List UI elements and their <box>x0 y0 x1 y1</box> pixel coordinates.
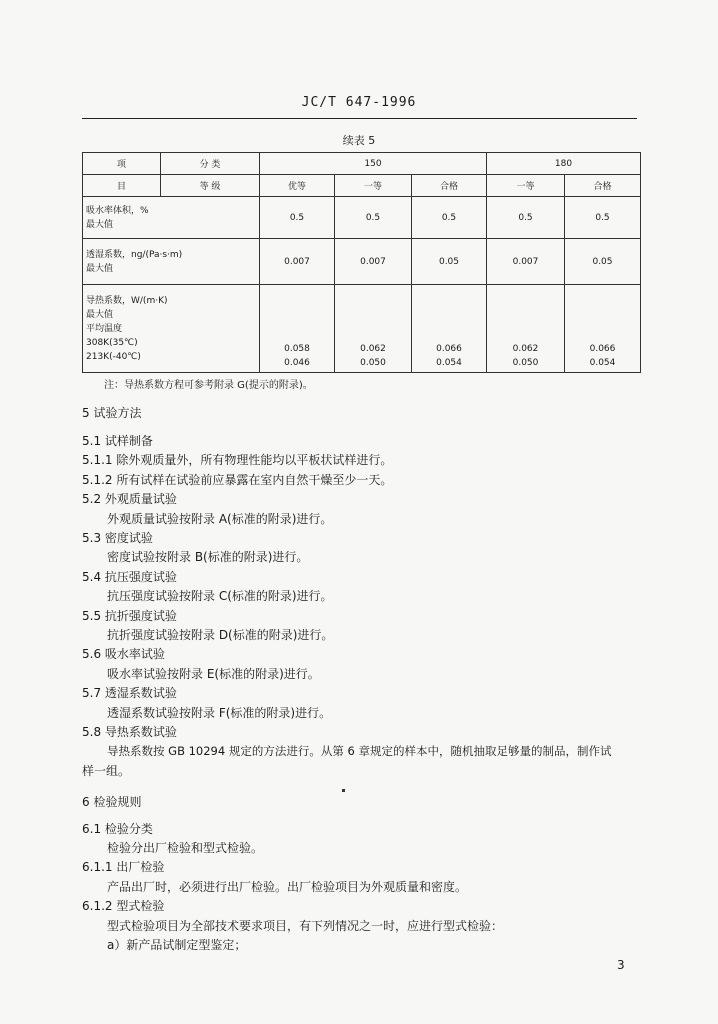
value-cell: 0.5 <box>412 197 487 239</box>
subsection-heading: 5.1 试样制备 <box>82 434 153 448</box>
clause-text: 5.1.2 所有试样在试验前应暴露在室内自然干燥至少一天。 <box>82 473 393 487</box>
header-xiang: 项 <box>83 153 161 175</box>
section-heading: 6 检验规则 <box>82 795 142 809</box>
value-cell: 0.007 <box>335 239 412 285</box>
standard-code: JC/T 647-1996 <box>301 95 417 110</box>
subsection-heading: 5.7 透湿系数试验 <box>82 686 177 700</box>
scan-speck <box>342 789 345 792</box>
grade-cell: 合格 <box>565 175 641 197</box>
table-header-row-1 <box>83 153 641 175</box>
paragraph: 型式检验项目为全部技术要求项目，有下列情况之一时，应进行型式检验： <box>107 919 504 933</box>
value-cell: 0.007 <box>260 239 335 285</box>
subsection-heading: 5.4 抗压强度试验 <box>82 570 177 584</box>
paragraph: 密度试验按附录 B(标准的附录)进行。 <box>107 550 309 564</box>
paragraph: 抗压强度试验按附录 C(标准的附录)进行。 <box>107 589 333 603</box>
paragraph: 样一组。 <box>82 764 131 778</box>
row-label: 透湿系数，ng/(Pa·s·m) 最大值 <box>83 239 260 285</box>
value-cell: 0.5 <box>260 197 335 239</box>
table-header-row-2 <box>83 175 641 197</box>
header-dengji: 等 级 <box>161 175 260 197</box>
grade-cell: 优等 <box>260 175 335 197</box>
value-cell: 0.5 <box>335 197 412 239</box>
subsection-heading: 6.1 检验分类 <box>82 822 153 836</box>
subsection-heading: 5.3 密度试验 <box>82 531 153 545</box>
value-cell: 0.05 <box>412 239 487 285</box>
table-caption: 续表 5 <box>342 134 376 147</box>
clause-text: 5.1.1 除外观质量外，所有物理性能均以平板状试样进行。 <box>82 453 393 467</box>
section-heading: 5 试验方法 <box>82 406 142 420</box>
paragraph: 产品出厂时，必须进行出厂检验。出厂检验项目为外观质量和密度。 <box>107 880 468 894</box>
table-row <box>83 239 641 285</box>
grade-cell: 一等 <box>335 175 412 197</box>
subsection-heading: 6.1.1 出厂检验 <box>82 860 165 874</box>
subsection-heading: 6.1.2 型式检验 <box>82 899 165 913</box>
list-item: a）新产品试制定型鉴定； <box>107 938 247 952</box>
paragraph: 透湿系数试验按附录 F(标准的附录)进行。 <box>107 706 332 720</box>
header-group-180: 180 <box>487 153 641 175</box>
grade-cell: 合格 <box>412 175 487 197</box>
paragraph: 外观质量试验按附录 A(标准的附录)进行。 <box>107 512 333 526</box>
value-cell: 0.066 0.054 <box>412 285 487 373</box>
paragraph: 导热系数按 GB 10294 规定的方法进行。从第 6 章规定的样本中，随机抽取足够量的制品，制作试 <box>107 744 612 758</box>
spec-table <box>82 152 641 373</box>
subsection-heading: 5.2 外观质量试验 <box>82 492 177 506</box>
header-rule <box>82 118 637 119</box>
subsection-heading: 5.8 导热系数试验 <box>82 725 177 739</box>
header-fenlei: 分 类 <box>161 153 260 175</box>
subsection-heading: 5.6 吸水率试验 <box>82 647 165 661</box>
value-cell: 0.062 0.050 <box>335 285 412 373</box>
subsection-heading: 5.5 抗折强度试验 <box>82 609 177 623</box>
header-mu: 目 <box>83 175 161 197</box>
row-label: 导热系数，W/(m·K) 最大值 平均温度 308K(35℃) 213K(-40℃) <box>83 285 260 373</box>
value-cell: 0.062 0.050 <box>487 285 565 373</box>
table-row <box>83 285 641 373</box>
table-note: 注：导热系数方程可参考附录 G(提示的附录)。 <box>104 380 313 391</box>
grade-cell: 一等 <box>487 175 565 197</box>
value-cell: 0.5 <box>487 197 565 239</box>
table-row <box>83 197 641 239</box>
header-group-150: 150 <box>260 153 487 175</box>
value-cell: 0.066 0.054 <box>565 285 641 373</box>
paragraph: 检验分出厂检验和型式检验。 <box>107 841 264 855</box>
paragraph: 抗折强度试验按附录 D(标准的附录)进行。 <box>107 628 334 642</box>
value-cell: 0.5 <box>565 197 641 239</box>
row-label: 吸水率体积，% 最大值 <box>83 197 260 239</box>
value-cell: 0.058 0.046 <box>260 285 335 373</box>
value-cell: 0.05 <box>565 239 641 285</box>
paragraph: 吸水率试验按附录 E(标准的附录)进行。 <box>107 667 320 681</box>
value-cell: 0.007 <box>487 239 565 285</box>
page-number: 3 <box>617 958 625 972</box>
